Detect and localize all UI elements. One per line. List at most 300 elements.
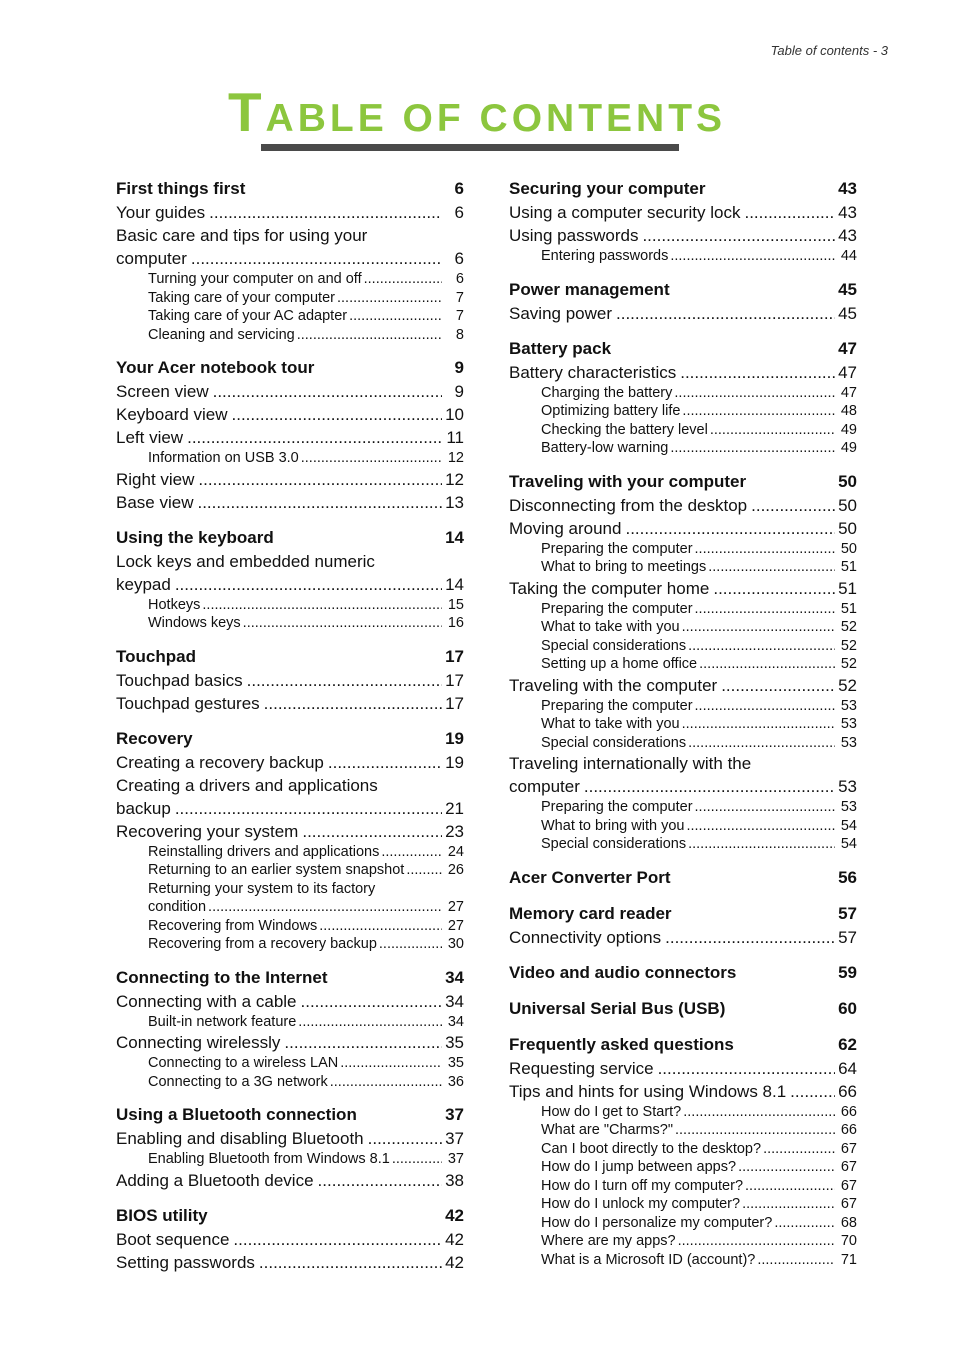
toc-entry-title: Entering passwords bbox=[541, 248, 669, 264]
toc-section bbox=[509, 1032, 857, 1270]
toc-entry-title: What are "Charms?" bbox=[541, 1122, 673, 1138]
toc-section bbox=[509, 176, 857, 266]
toc-entry-title: Traveling with your computer bbox=[509, 471, 747, 491]
toc-subentry[interactable] bbox=[509, 540, 857, 559]
toc-entry-page: 9 bbox=[454, 382, 464, 401]
toc-entry-page: 67 bbox=[840, 1196, 857, 1212]
toc-subentry[interactable] bbox=[509, 1232, 857, 1251]
toc-entry-page: 54 bbox=[840, 836, 857, 852]
dot-leader bbox=[255, 1251, 442, 1274]
toc-entry[interactable] bbox=[509, 494, 857, 517]
toc-subentry[interactable] bbox=[116, 289, 464, 308]
toc-entry-title: keypad bbox=[116, 574, 171, 594]
toc-subentry[interactable] bbox=[509, 558, 857, 577]
toc-section-heading[interactable] bbox=[509, 865, 857, 890]
dot-leader bbox=[243, 669, 442, 692]
dot-leader bbox=[668, 439, 835, 458]
toc-entry-page: 52 bbox=[840, 619, 857, 635]
toc-entry[interactable] bbox=[116, 380, 464, 403]
toc-subentry[interactable] bbox=[509, 1121, 857, 1140]
toc-subentry[interactable] bbox=[116, 1013, 464, 1032]
toc-section-heading[interactable] bbox=[509, 960, 857, 985]
dot-leader bbox=[324, 751, 442, 774]
toc-entry-title: Frequently asked questions bbox=[509, 1034, 734, 1054]
toc-entry-page: 66 bbox=[838, 1081, 857, 1101]
toc-entry-title: What is a Microsoft ID (account)? bbox=[541, 1251, 756, 1268]
toc-section bbox=[509, 277, 857, 325]
toc-section-heading[interactable] bbox=[509, 1032, 857, 1057]
toc-subentry[interactable] bbox=[509, 421, 857, 440]
toc-entry[interactable] bbox=[116, 1169, 464, 1192]
toc-entry[interactable] bbox=[116, 468, 464, 491]
toc-entry-continuation[interactable] bbox=[148, 898, 464, 917]
toc-entry-page: 42 bbox=[445, 1229, 464, 1249]
toc-subentry[interactable] bbox=[509, 600, 857, 619]
toc-section-heading[interactable] bbox=[509, 901, 857, 926]
toc-subentry[interactable] bbox=[509, 715, 857, 734]
toc-entry-title: How do I unlock my computer? bbox=[541, 1196, 741, 1212]
toc-entry-title: Connecting with a cable bbox=[116, 991, 297, 1011]
toc-entry-page: 13 bbox=[445, 492, 464, 512]
toc-entry[interactable] bbox=[509, 302, 857, 325]
toc-entry-page: 7 bbox=[455, 289, 464, 306]
toc-subentry[interactable] bbox=[509, 1158, 857, 1177]
dot-leader bbox=[686, 734, 835, 753]
toc-entry[interactable] bbox=[509, 201, 857, 224]
toc-subentry[interactable] bbox=[509, 1251, 857, 1270]
dot-leader bbox=[228, 403, 442, 426]
dot-leader bbox=[697, 655, 835, 674]
toc-entry-page: 47 bbox=[838, 338, 857, 358]
toc-entry-title-line: Returning your system to its factory bbox=[148, 880, 376, 897]
toc-entry[interactable] bbox=[509, 577, 857, 600]
title-underline bbox=[261, 144, 679, 151]
toc-entry[interactable] bbox=[509, 1080, 857, 1103]
toc-subentry[interactable] bbox=[116, 1073, 464, 1092]
dot-leader bbox=[612, 302, 835, 325]
dot-leader bbox=[364, 1127, 442, 1150]
toc-entry-page: 37 bbox=[447, 1151, 464, 1167]
toc-entry-title: Moving around bbox=[509, 518, 622, 538]
toc-entry-page: 44 bbox=[840, 248, 857, 264]
dot-leader bbox=[747, 494, 835, 517]
toc-entry-page: 45 bbox=[838, 279, 857, 299]
dot-leader bbox=[328, 1073, 442, 1092]
toc-section bbox=[509, 469, 857, 854]
toc-subentry[interactable] bbox=[509, 384, 857, 403]
toc-entry[interactable] bbox=[116, 403, 464, 426]
toc-entry-title: First things first bbox=[116, 179, 246, 198]
toc-entry-title: Creating a recovery backup bbox=[116, 752, 324, 772]
toc-entry-title: computer bbox=[509, 777, 580, 796]
toc-entry-page: 21 bbox=[445, 798, 464, 818]
toc-subentry[interactable] bbox=[509, 655, 857, 674]
toc-entry-page: 64 bbox=[838, 1058, 857, 1078]
toc-entry-page: 15 bbox=[447, 596, 464, 613]
dot-leader bbox=[693, 540, 835, 559]
toc-entry-title: Connecting wirelessly bbox=[116, 1033, 281, 1052]
toc-entry-page: 52 bbox=[840, 656, 857, 672]
toc-section bbox=[116, 965, 464, 1092]
toc-subentry[interactable] bbox=[509, 697, 857, 716]
dot-leader bbox=[171, 797, 442, 820]
toc-entry-page: 53 bbox=[840, 697, 857, 714]
toc-entry-title: Connecting to a 3G network bbox=[148, 1073, 328, 1090]
toc-entry-title: Touchpad basics bbox=[116, 670, 243, 690]
toc-section bbox=[116, 176, 464, 344]
toc-subentry[interactable] bbox=[116, 861, 464, 880]
toc-entry-page: 43 bbox=[838, 226, 857, 245]
toc-entry-page: 66 bbox=[840, 1103, 857, 1120]
dot-leader bbox=[580, 775, 835, 798]
toc-entry-title: Battery pack bbox=[509, 338, 612, 358]
toc-entry-page: 38 bbox=[445, 1170, 464, 1190]
toc-entry-title: Preparing the computer bbox=[541, 600, 693, 617]
toc-section-heading[interactable] bbox=[116, 644, 464, 669]
toc-section-heading[interactable] bbox=[116, 525, 464, 550]
toc-entry-title: Charging the battery bbox=[541, 384, 673, 401]
toc-entry-title-line: Traveling internationally with the bbox=[509, 754, 752, 773]
dot-leader bbox=[743, 1177, 835, 1196]
toc-subentry[interactable] bbox=[116, 326, 464, 345]
toc-entry-title: Using a Bluetooth connection bbox=[116, 1105, 357, 1124]
toc-entry-title: Connecting to the Internet bbox=[116, 967, 328, 987]
toc-entry-page: 56 bbox=[838, 867, 857, 887]
toc-subentry[interactable] bbox=[116, 449, 464, 468]
toc-entry[interactable] bbox=[116, 224, 464, 270]
toc-entry-title: Taking care of your computer bbox=[148, 289, 335, 306]
toc-entry-title: Information on USB 3.0 bbox=[148, 450, 299, 466]
toc-entry-page: 30 bbox=[447, 936, 464, 952]
toc-section-heading[interactable] bbox=[509, 277, 857, 302]
toc-entry-page: 26 bbox=[447, 862, 464, 878]
toc-entry-title: Universal Serial Bus (USB) bbox=[509, 998, 726, 1018]
toc-entry-page: 36 bbox=[447, 1073, 464, 1090]
dot-leader bbox=[298, 820, 442, 843]
dot-leader bbox=[299, 449, 442, 468]
toc-entry-page: 42 bbox=[445, 1205, 464, 1225]
toc-entry-title: Hotkeys bbox=[148, 596, 201, 613]
toc-section-heading[interactable] bbox=[509, 336, 857, 361]
toc-entry-title: Battery-low warning bbox=[541, 440, 669, 456]
dot-leader bbox=[187, 247, 442, 270]
toc-section-heading[interactable] bbox=[509, 996, 857, 1021]
toc-section-heading[interactable] bbox=[509, 176, 857, 201]
toc-subentry[interactable] bbox=[509, 835, 857, 854]
toc-entry[interactable] bbox=[116, 990, 464, 1013]
toc-entry[interactable] bbox=[116, 1127, 464, 1150]
toc-entry-continuation[interactable] bbox=[116, 247, 464, 270]
toc-entry-page: 43 bbox=[838, 203, 857, 222]
dot-leader bbox=[347, 307, 442, 326]
toc-section-heading[interactable] bbox=[116, 965, 464, 990]
toc-subentry[interactable] bbox=[116, 270, 464, 289]
toc-entry-page: 17 bbox=[445, 670, 464, 690]
toc-entry-page: 24 bbox=[447, 843, 464, 860]
toc-entry-title: Tips and hints for using Windows 8.1 bbox=[509, 1081, 787, 1101]
dot-leader bbox=[661, 926, 835, 949]
toc-entry-page: 51 bbox=[840, 600, 857, 617]
toc-entry-title: Enabling and disabling Bluetooth bbox=[116, 1129, 364, 1148]
toc-entry-continuation[interactable] bbox=[509, 775, 857, 798]
toc-entry-title: Your guides bbox=[116, 203, 206, 222]
toc-subentry[interactable] bbox=[509, 798, 857, 817]
toc-entry-page: 37 bbox=[445, 1105, 464, 1124]
toc-entry-page: 51 bbox=[838, 578, 857, 598]
toc-section-heading[interactable] bbox=[116, 726, 464, 751]
dot-leader bbox=[404, 861, 442, 880]
toc-entry-page: 19 bbox=[445, 752, 464, 772]
toc-right-column bbox=[509, 176, 857, 1280]
running-header: Table of contents - 3 bbox=[770, 43, 888, 58]
toc-entry-page: 6 bbox=[454, 203, 464, 222]
toc-entry-title: Screen view bbox=[116, 382, 209, 401]
dot-leader bbox=[740, 1195, 835, 1214]
dot-leader bbox=[638, 224, 835, 247]
toc-subentry[interactable] bbox=[116, 935, 464, 954]
toc-entry-page: 7 bbox=[455, 308, 464, 324]
toc-section-heading[interactable] bbox=[116, 1203, 464, 1228]
toc-entry-title: Using a computer security lock bbox=[509, 203, 741, 222]
toc-entry[interactable] bbox=[509, 1057, 857, 1080]
toc-entry-page: 45 bbox=[838, 303, 857, 323]
toc-entry-title: Memory card reader bbox=[509, 903, 672, 923]
dot-leader bbox=[296, 1013, 442, 1032]
toc-entry-page: 34 bbox=[445, 967, 464, 987]
toc-entry[interactable] bbox=[509, 752, 857, 798]
dot-leader bbox=[668, 247, 835, 266]
toc-entry-continuation[interactable] bbox=[116, 573, 464, 596]
toc-section bbox=[116, 525, 464, 633]
toc-entry[interactable] bbox=[116, 201, 464, 224]
dot-leader bbox=[693, 600, 835, 619]
dot-leader bbox=[295, 326, 442, 345]
toc-entry-title: Acer Converter Port bbox=[509, 867, 671, 887]
toc-entry-page: 34 bbox=[447, 1013, 464, 1030]
toc-entry-title: Cleaning and servicing bbox=[148, 326, 295, 343]
dot-leader bbox=[335, 289, 442, 308]
toc-section-heading[interactable] bbox=[116, 355, 464, 380]
toc-entry-title: Where are my apps? bbox=[541, 1233, 676, 1249]
toc-entry-page: 47 bbox=[838, 362, 857, 382]
dot-leader bbox=[681, 1103, 835, 1122]
toc-entry-page: 14 bbox=[445, 574, 464, 594]
toc-subentry[interactable] bbox=[509, 247, 857, 266]
dot-leader bbox=[621, 517, 835, 540]
toc-entry-page: 8 bbox=[455, 326, 464, 343]
toc-entry-title: Recovery bbox=[116, 728, 193, 748]
toc-entry-continuation[interactable] bbox=[116, 797, 464, 820]
toc-entry-page: 50 bbox=[838, 518, 857, 538]
title-initial: T bbox=[227, 81, 266, 143]
toc-subentry[interactable] bbox=[509, 439, 857, 458]
toc-entry-page: 27 bbox=[447, 899, 464, 915]
toc-entry-page: 67 bbox=[840, 1140, 857, 1157]
dot-leader bbox=[676, 1232, 835, 1251]
toc-subentry[interactable] bbox=[509, 637, 857, 656]
toc-entry-title: Right view bbox=[116, 469, 195, 489]
toc-entry-page: 47 bbox=[840, 384, 857, 401]
dot-leader bbox=[736, 1158, 835, 1177]
toc-entry[interactable] bbox=[116, 550, 464, 596]
toc-entry-title: Checking the battery level bbox=[541, 421, 708, 438]
dot-leader bbox=[193, 491, 442, 514]
dot-leader bbox=[706, 558, 835, 577]
toc-entry-page: 54 bbox=[840, 817, 857, 834]
toc-entry-page: 52 bbox=[840, 637, 857, 654]
toc-entry[interactable] bbox=[116, 751, 464, 774]
toc-subentry[interactable] bbox=[116, 307, 464, 326]
toc-entry-title-line: Creating a drivers and applications bbox=[116, 775, 378, 795]
toc-entry-title: Enabling Bluetooth from Windows 8.1 bbox=[148, 1151, 390, 1167]
toc-entry-title: Your Acer notebook tour bbox=[116, 358, 315, 377]
toc-subentry[interactable] bbox=[509, 1177, 857, 1196]
toc-entry-title: What to take with you bbox=[541, 716, 680, 732]
toc-section bbox=[509, 336, 857, 458]
dot-leader bbox=[676, 361, 835, 384]
toc-entry-page: 60 bbox=[838, 998, 857, 1018]
toc-entry[interactable] bbox=[116, 491, 464, 514]
toc-entry[interactable] bbox=[509, 674, 857, 697]
dot-leader bbox=[377, 935, 442, 954]
toc-subentry[interactable] bbox=[116, 880, 464, 917]
toc-entry-title: Traveling with the computer bbox=[509, 675, 718, 695]
toc-entry-title: Connectivity options bbox=[509, 927, 662, 947]
toc-entry-page: 70 bbox=[840, 1233, 857, 1249]
toc-entry-title: Preparing the computer bbox=[541, 540, 693, 557]
dot-leader bbox=[362, 270, 442, 289]
toc-entry-title: Requesting service bbox=[509, 1058, 654, 1078]
toc-section bbox=[509, 996, 857, 1021]
toc-entry-title-line: Basic care and tips for using your bbox=[116, 226, 368, 245]
toc-subentry[interactable] bbox=[116, 596, 464, 615]
toc-entry-title: Optimizing battery life bbox=[541, 403, 681, 419]
toc-entry[interactable] bbox=[509, 926, 857, 949]
toc-entry-page: 53 bbox=[840, 799, 857, 815]
dot-leader bbox=[672, 384, 835, 403]
toc-entry[interactable] bbox=[116, 1228, 464, 1251]
dot-leader bbox=[786, 1080, 835, 1103]
toc-subentry[interactable] bbox=[509, 402, 857, 421]
toc-entry-title: Special considerations bbox=[541, 836, 687, 852]
toc-entry-title: What to take with you bbox=[541, 619, 680, 635]
dot-leader bbox=[680, 715, 835, 734]
toc-entry[interactable] bbox=[116, 1251, 464, 1274]
toc-entry[interactable] bbox=[116, 692, 464, 715]
toc-entry-page: 59 bbox=[838, 962, 857, 982]
toc-entry-page: 68 bbox=[840, 1214, 857, 1231]
dot-leader bbox=[209, 380, 442, 403]
toc-entry-page: 17 bbox=[445, 646, 464, 666]
toc-entry-title: Recovering from a recovery backup bbox=[148, 936, 377, 952]
toc-entry-title: Disconnecting from the desktop bbox=[509, 495, 748, 515]
toc-entry-title: Windows keys bbox=[148, 615, 241, 631]
toc-entry[interactable] bbox=[116, 426, 464, 449]
toc-entry-page: 12 bbox=[447, 450, 464, 466]
toc-entry-title: condition bbox=[148, 899, 207, 915]
dot-leader bbox=[205, 201, 442, 224]
toc-entry[interactable] bbox=[116, 1031, 464, 1054]
toc-entry[interactable] bbox=[116, 774, 464, 820]
toc-entry-title: backup bbox=[116, 798, 171, 818]
toc-entry[interactable] bbox=[509, 517, 857, 540]
toc-entry-page: 71 bbox=[840, 1251, 857, 1268]
toc-subentry[interactable] bbox=[116, 1150, 464, 1169]
toc-section-heading[interactable] bbox=[116, 176, 464, 201]
dot-leader bbox=[654, 1057, 835, 1080]
toc-entry-page: 48 bbox=[840, 403, 857, 419]
toc-subentry[interactable] bbox=[509, 1195, 857, 1214]
dot-leader bbox=[194, 468, 442, 491]
dot-leader bbox=[740, 201, 835, 224]
dot-leader bbox=[684, 817, 835, 836]
toc-entry[interactable] bbox=[116, 669, 464, 692]
toc-section-heading[interactable] bbox=[509, 469, 857, 494]
toc-entry-title: Preparing the computer bbox=[541, 799, 693, 815]
toc-entry[interactable] bbox=[509, 224, 857, 247]
toc-entry[interactable] bbox=[116, 820, 464, 843]
dot-leader bbox=[229, 1228, 442, 1251]
dot-leader bbox=[772, 1214, 835, 1233]
toc-entry-title: Boot sequence bbox=[116, 1229, 230, 1249]
toc-entry-title: Keyboard view bbox=[116, 405, 228, 424]
toc-subentry[interactable] bbox=[116, 1054, 464, 1073]
toc-subentry[interactable] bbox=[509, 618, 857, 637]
toc-entry-title: Base view bbox=[116, 492, 194, 512]
toc-entry-page: 23 bbox=[445, 821, 464, 841]
toc-entry-title: Adding a Bluetooth device bbox=[116, 1170, 314, 1190]
toc-entry-title: Returning to an earlier system snapshot bbox=[148, 862, 405, 878]
page-title bbox=[0, 80, 954, 144]
toc-entry-page: 19 bbox=[445, 728, 464, 748]
toc-entry[interactable] bbox=[509, 361, 857, 384]
dot-leader bbox=[260, 692, 442, 715]
dot-leader bbox=[761, 1140, 835, 1159]
dot-leader bbox=[680, 618, 835, 637]
toc-entry-page: 50 bbox=[838, 495, 857, 515]
toc-subentry[interactable] bbox=[116, 614, 464, 633]
toc-subentry[interactable] bbox=[509, 1140, 857, 1159]
toc-entry-title: How do I personalize my computer? bbox=[541, 1214, 773, 1231]
toc-subentry[interactable] bbox=[509, 817, 857, 836]
toc-entry-title: Reinstalling drivers and applications bbox=[148, 843, 380, 860]
toc-subentry[interactable] bbox=[116, 917, 464, 936]
toc-entry-title: What to bring to meetings bbox=[541, 559, 707, 575]
toc-subentry[interactable] bbox=[509, 1103, 857, 1122]
toc-entry-page: 53 bbox=[840, 734, 857, 751]
dot-leader bbox=[314, 1169, 442, 1192]
dot-leader bbox=[709, 577, 835, 600]
toc-entry-page: 51 bbox=[840, 559, 857, 575]
toc-section-heading[interactable] bbox=[116, 1102, 464, 1127]
dot-leader bbox=[686, 637, 835, 656]
toc-entry-page: 53 bbox=[838, 777, 857, 796]
toc-entry-title: Battery characteristics bbox=[509, 362, 677, 382]
dot-leader bbox=[686, 835, 835, 854]
toc-entry-title: How do I turn off my computer? bbox=[541, 1177, 744, 1194]
dot-leader bbox=[708, 421, 835, 440]
toc-entry-page: 14 bbox=[445, 527, 464, 547]
dot-leader bbox=[297, 990, 442, 1013]
dot-leader bbox=[206, 898, 442, 917]
toc-entry-page: 10 bbox=[445, 405, 464, 424]
toc-entry-page: 11 bbox=[446, 428, 464, 447]
toc-subentry[interactable] bbox=[116, 843, 464, 862]
toc-subentry[interactable] bbox=[509, 1214, 857, 1233]
toc-subentry[interactable] bbox=[509, 734, 857, 753]
toc-entry-title: Setting up a home office bbox=[541, 656, 698, 672]
toc-entry-page: 16 bbox=[447, 615, 464, 631]
